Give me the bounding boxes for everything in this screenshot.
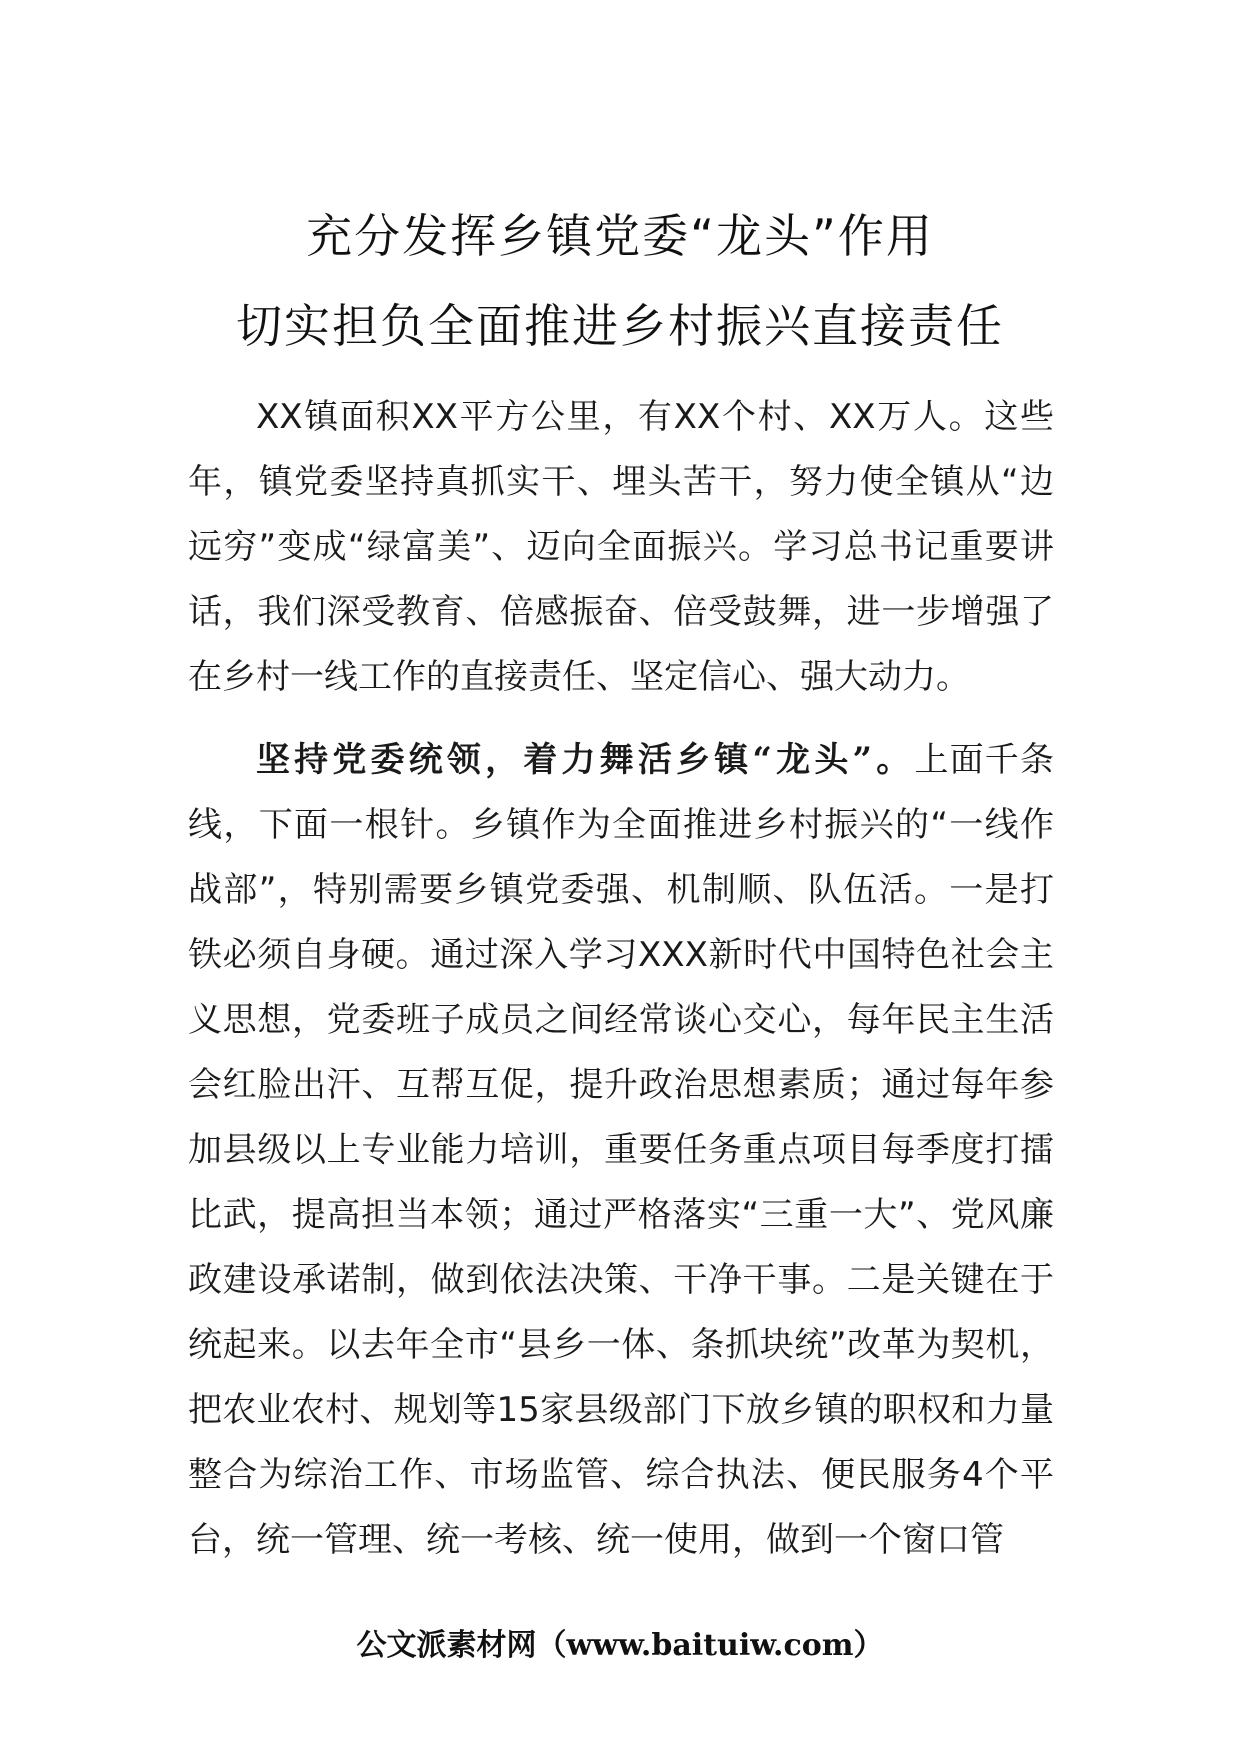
document-title-line1: 充分发挥乡镇党委“龙头”作用 xyxy=(306,209,934,263)
body-paragraph-2 xyxy=(188,728,1054,1573)
paragraph-lead-heading: 坚持党委统领，着力舞活乡镇“龙头”。 xyxy=(256,740,915,780)
paragraph-body-text: 上面千条线，下面一根针。乡镇作为全面推进乡村振兴的“一线作战部”，特别需要乡镇党委强、机制顺、队伍活。一是打铁必须自身硬。通过深入学习XXX新时代中国特色社会主义思想，党委班子成员之间经常谈心交心，每年民主生活会红脸出汗、互帮互促，提升政治思想素质；通过每年参加县级以上专业能力培训，重要任务重点项目每季度打擂比武，提高担当本领；通过严格落实“三重一大”、党风廉政建设承诺制，做到依法决策、干净干事。二是关键在于统起来。以去年全市“县乡一体、条抓块统”改革为契机，把农业农村、规划等15家县级部门下放乡镇的职权和力量整合为综治工作、市场监管、综合执法、便民服务4个平台，统一管理、统一考核、统一使用，做到一个窗口管 xyxy=(188,740,1054,1560)
source-footer: 公文派素材网（www.baituiw.com） xyxy=(356,1628,884,1663)
document-title-line2: 切实担负全面推进乡村振兴直接责任 xyxy=(236,299,1004,353)
body-paragraph-1: XX镇面积XX平方公里，有XX个村、XX万人。这些年，镇党委坚持真抓实干、埋头苦干，努力使全镇从“边远穷”变成“绿富美”、迈向全面振兴。学习总书记重要讲话，我们深受教育、倍感振奋、倍受鼓舞，进一步增强了在乡村一线工作的直接责任、坚定信心、强大动力。 xyxy=(188,397,1054,697)
